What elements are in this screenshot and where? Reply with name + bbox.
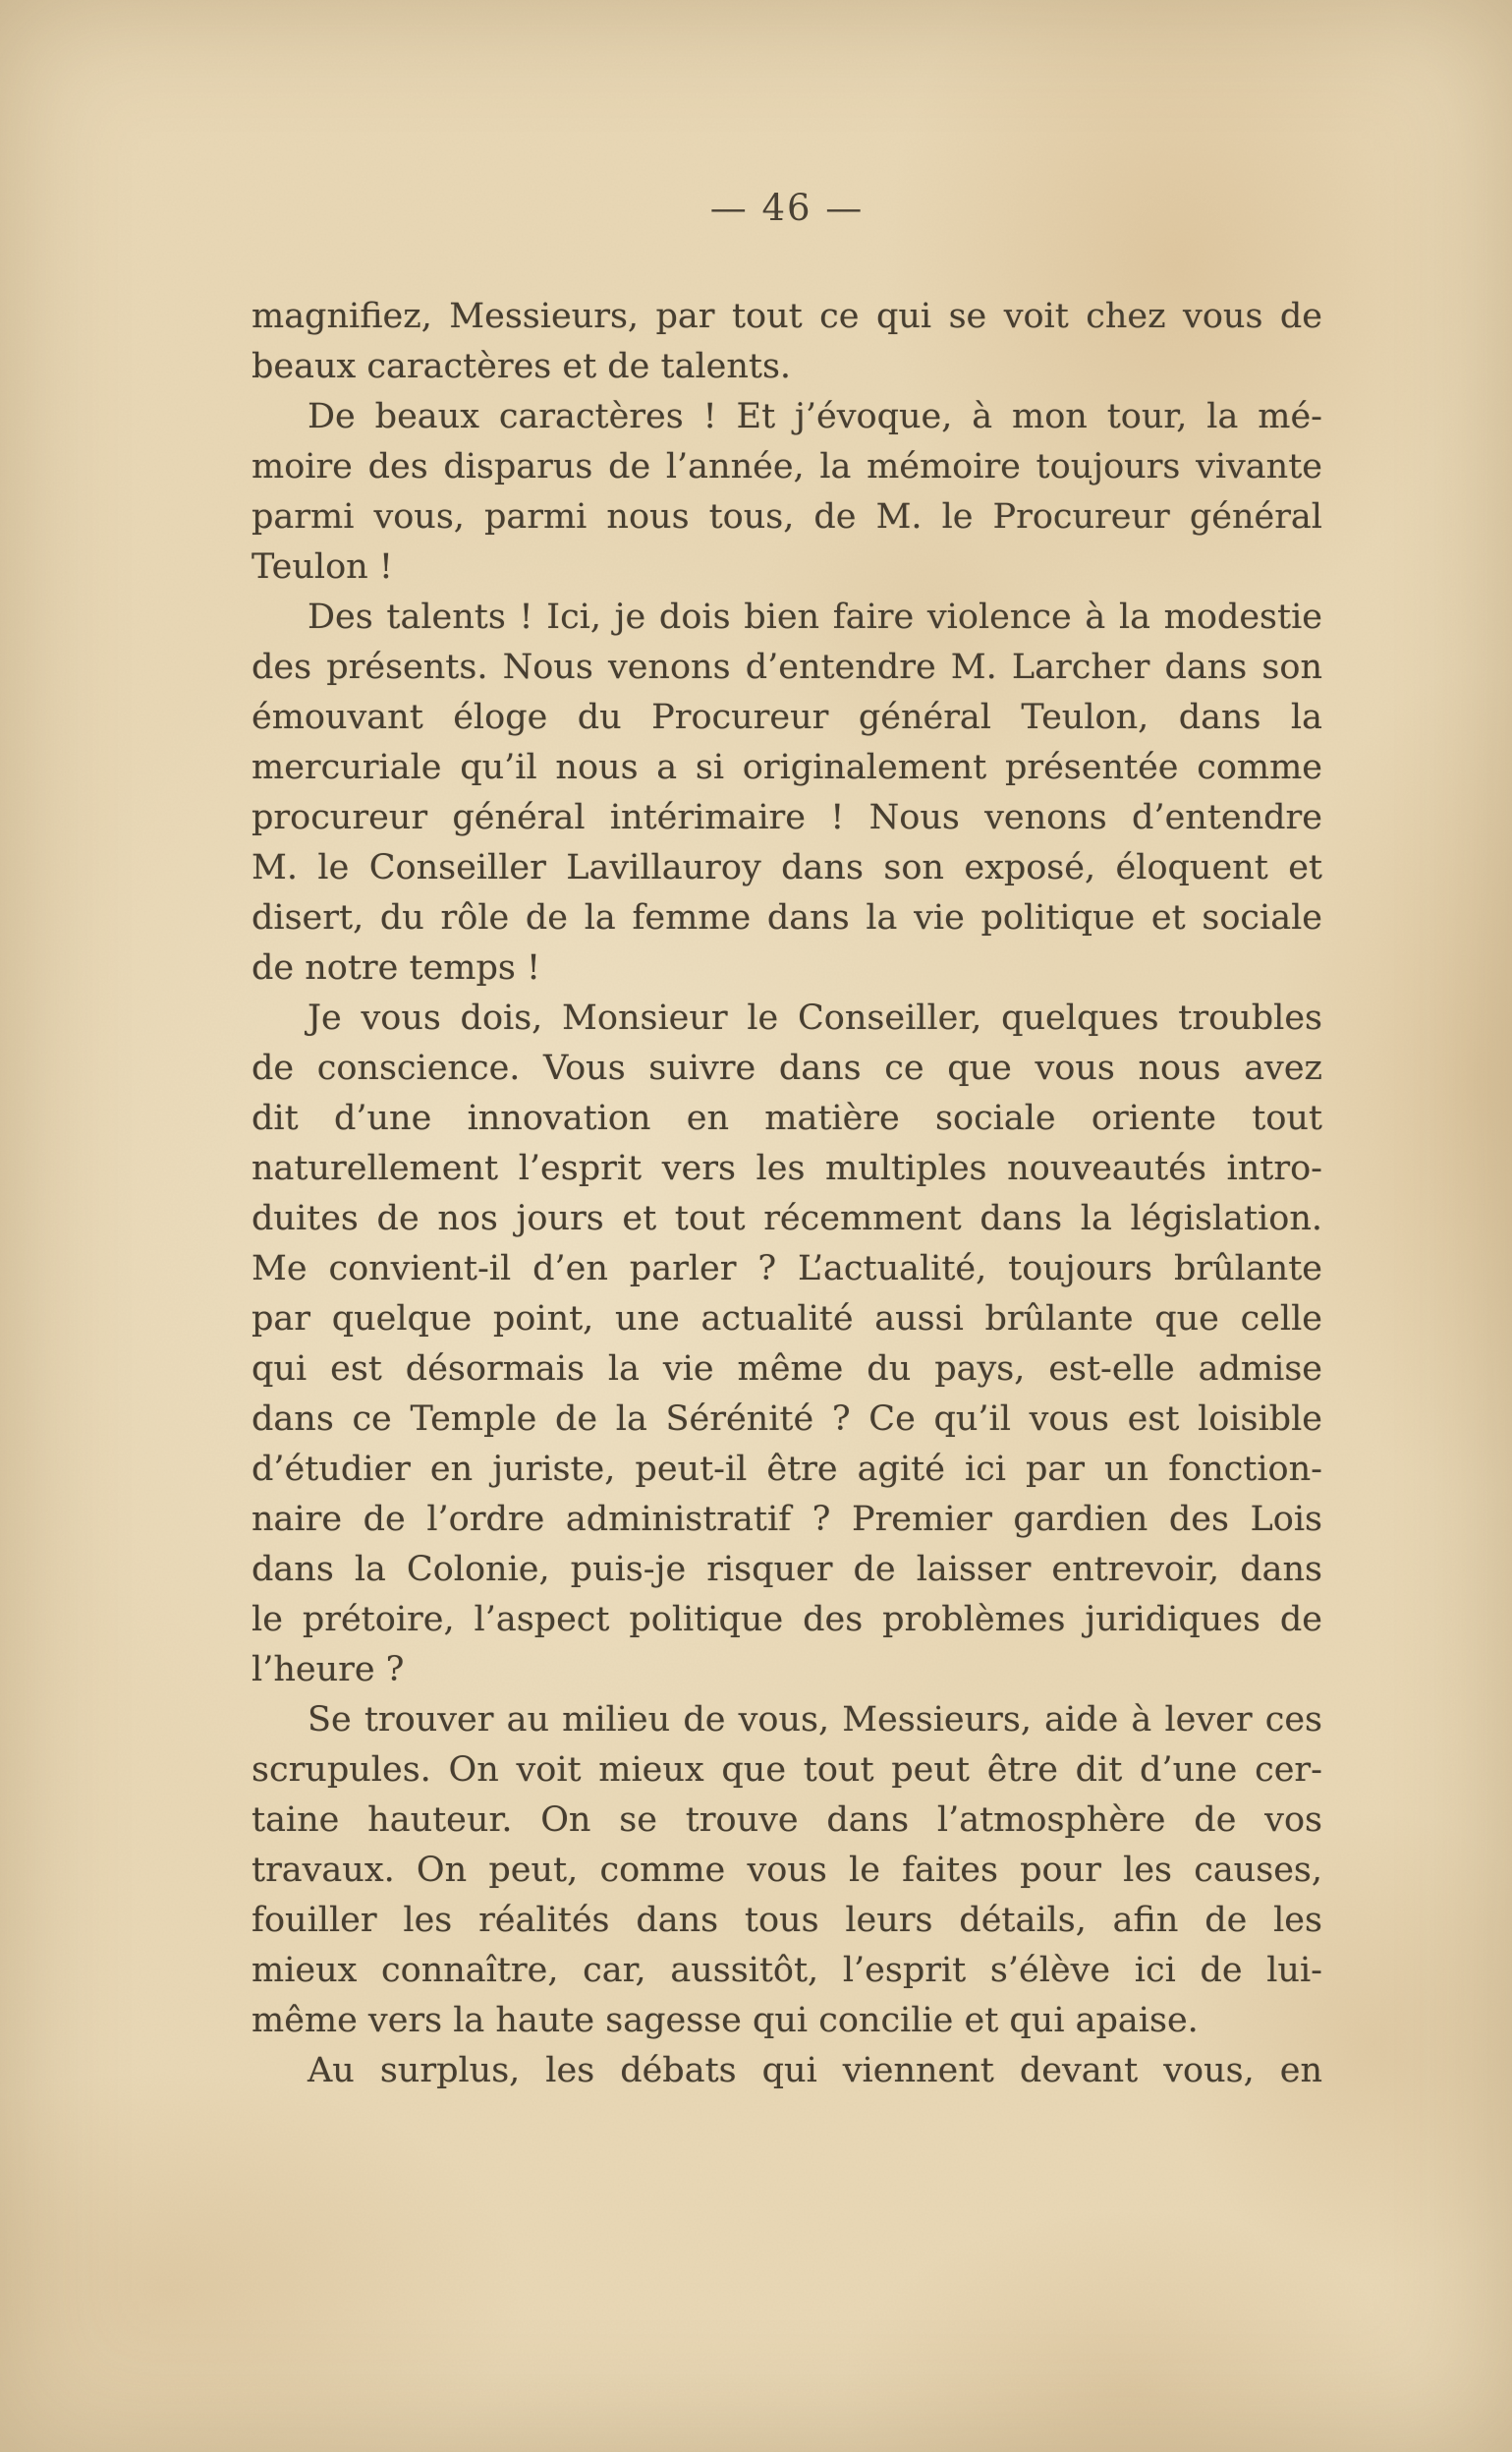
text-line: magnifiez, Messieurs, par tout ce qui se voit chez vous de xyxy=(252,297,1322,336)
text-line: beaux caractères et de talents. xyxy=(252,347,792,386)
text-line: Je vous dois, Monsieur le Conseiller, quelques troubles xyxy=(308,998,1322,1038)
text-line: De beaux caractères ! Et j’évoque, à mon tour, la mé- xyxy=(308,397,1322,436)
text-line: de notre temps ! xyxy=(252,948,541,988)
text-line: travaux. On peut, comme vous le faites pour les causes, xyxy=(252,1851,1322,1890)
text-line: même vers la haute sagesse qui concilie et qui apaise. xyxy=(252,2001,1199,2040)
paragraph xyxy=(252,292,1322,392)
text-line: Me convient-il d’en parler ? L’actualité, toujours brûlante xyxy=(252,1249,1322,1288)
text-line: émouvant éloge du Procureur général Teulon, dans la xyxy=(252,698,1322,737)
page-number: — 46 — xyxy=(709,187,865,229)
text-line: le prétoire, l’aspect politique des problèmes juridiques de xyxy=(252,1600,1322,1639)
text-line: parmi vous, parmi nous tous, de M. le Procureur général xyxy=(252,497,1322,537)
text-line: M. le Conseiller Lavillauroy dans son exposé, éloquent et xyxy=(252,848,1322,887)
paragraph xyxy=(252,1695,1322,2046)
text-line: des présents. Nous venons d’entendre M. Larcher dans son xyxy=(252,648,1322,687)
text-line: d’étudier en juriste, peut-il être agité ici par un fonction- xyxy=(252,1450,1322,1489)
text-line: dans la Colonie, puis-je risquer de laisser entrevoir, dans xyxy=(252,1550,1322,1589)
text-line: par quelque point, une actualité aussi brûlante que celle xyxy=(252,1299,1322,1339)
text-line: moire des disparus de l’année, la mémoire toujours vivante xyxy=(252,447,1322,486)
text-line: Au surplus, les débats qui viennent devant vous, en xyxy=(308,2051,1322,2090)
text-line: de conscience. Vous suivre dans ce que vous nous avez xyxy=(252,1049,1322,1088)
text-line: duites de nos jours et tout récemment dans la législation. xyxy=(252,1199,1322,1238)
text-line: l’heure ? xyxy=(252,1650,405,1689)
text-line: scrupules. On voit mieux que tout peut être dit d’une cer- xyxy=(252,1750,1322,1790)
text-line: dans ce Temple de la Sérénité ? Ce qu’il vous est loisible xyxy=(252,1399,1322,1439)
text-line: taine hauteur. On se trouve dans l’atmosphère de vos xyxy=(252,1800,1322,1840)
text-line: naire de l’ordre administratif ? Premier gardien des Lois xyxy=(252,1500,1322,1539)
body-text xyxy=(252,292,1322,2096)
text-line: dit d’une innovation en matière sociale oriente tout xyxy=(252,1099,1322,1138)
paragraph xyxy=(252,2046,1322,2096)
paragraph xyxy=(252,994,1322,1695)
paragraph xyxy=(252,392,1322,593)
text-line: naturellement l’esprit vers les multiples nouveautés intro- xyxy=(252,1149,1322,1188)
text-line: Se trouver au milieu de vous, Messieurs, aide à lever ces xyxy=(308,1700,1322,1739)
text-line: qui est désormais la vie même du pays, est-elle admise xyxy=(252,1349,1322,1389)
paragraph xyxy=(252,593,1322,994)
text-line: mieux connaître, car, aussitôt, l’esprit s’élève ici de lui- xyxy=(252,1951,1322,1990)
text-line: procureur général intérimaire ! Nous venons d’entendre xyxy=(252,798,1322,837)
text-line: Teulon ! xyxy=(252,547,393,587)
text-line: Des talents ! Ici, je dois bien faire violence à la modestie xyxy=(308,598,1322,637)
text-line: mercuriale qu’il nous a si originalement présentée comme xyxy=(252,748,1322,787)
text-line: fouiller les réalités dans tous leurs détails, afin de les xyxy=(252,1901,1322,1940)
text-line: disert, du rôle de la femme dans la vie politique et sociale xyxy=(252,898,1322,938)
